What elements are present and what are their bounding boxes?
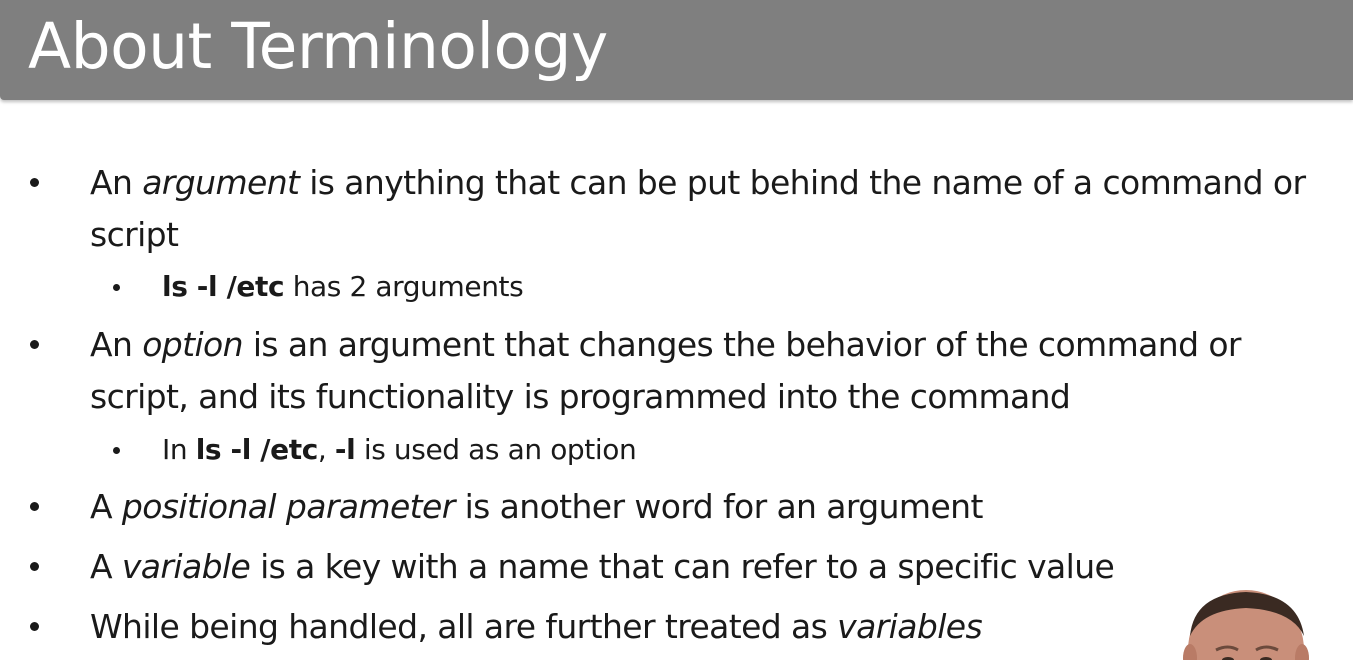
term-positional-parameter: positional parameter (121, 487, 455, 526)
bullet-option (90, 319, 1340, 423)
term-option: option (142, 325, 243, 364)
slide-title: About Terminology (28, 10, 608, 83)
sub-bullet-text: has 2 arguments (284, 270, 524, 303)
term-variables: variables (837, 607, 983, 646)
bullet-variables-handling (90, 601, 1340, 653)
bullet-dot (30, 622, 39, 631)
sub-bullet-text: In (162, 433, 196, 466)
sub-bullet-text: is used as an option (355, 433, 637, 466)
bullet-dot (30, 502, 39, 511)
term-argument: argument (142, 163, 300, 202)
term-variable: variable (121, 547, 251, 586)
bullet-text: An (90, 325, 143, 364)
bullet-text: is a key with a name that can refer to a specific value (250, 547, 1115, 586)
bullet-dot (30, 562, 39, 571)
command-example: ls -l /etc (162, 270, 285, 303)
command-example: ls -l /etc (195, 433, 318, 466)
presenter-video (1180, 588, 1312, 660)
bullet-text: is another word for an argument (454, 487, 983, 526)
bullet-positional-parameter (90, 481, 1340, 533)
presenter-head-image (1180, 588, 1312, 660)
bullet-text: While being handled, all are further treated as (90, 607, 838, 646)
bullet-text: A (90, 487, 122, 526)
bullet-text: A (90, 547, 122, 586)
sub-bullet-option-example (162, 430, 1262, 470)
sub-bullet-dot (113, 447, 120, 454)
title-bar (0, 0, 1353, 100)
option-example: -l (334, 433, 356, 466)
bullet-argument (90, 157, 1340, 261)
bullet-variable (90, 541, 1340, 593)
bullet-dot (30, 340, 39, 349)
sub-bullet-arguments-example (162, 267, 1262, 307)
bullet-dot (30, 178, 39, 187)
bullet-text: is anything that can be put behind the name of a command or script (90, 163, 1306, 254)
bullet-text: An (90, 163, 143, 202)
sub-bullet-text: , (317, 433, 335, 466)
sub-bullet-dot (113, 284, 120, 291)
bullet-text: is an argument that changes the behavior of the command or script, and its functionality is programmed into the command (90, 325, 1241, 416)
